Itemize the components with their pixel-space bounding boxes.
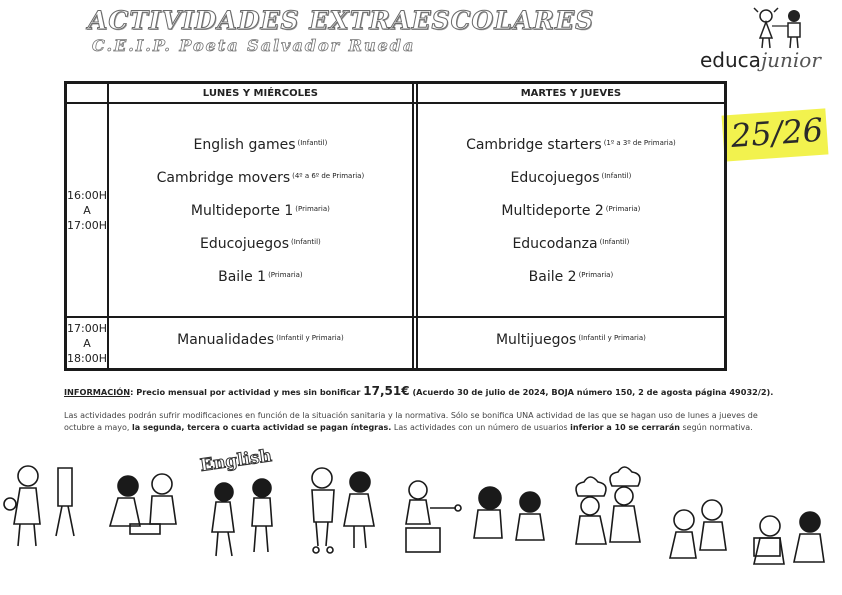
child-icon bbox=[118, 476, 138, 496]
activity-item: Multideporte 1 $^{(Primaria)}$ bbox=[190, 202, 330, 219]
activity-item: Educodanza $^{(Infantil)}$ bbox=[512, 235, 630, 252]
time-slot: 17:00H A 18:00H bbox=[66, 317, 108, 370]
english-sign: English bbox=[198, 446, 274, 476]
kids-activities-illustration bbox=[0, 446, 842, 595]
activity-item: Educojuegos $^{(Infantil)}$ bbox=[200, 235, 321, 252]
activity-item: Educojuegos $^{(Infantil)}$ bbox=[510, 169, 632, 186]
child-icon bbox=[409, 481, 427, 499]
page-title: ACTIVIDADES EXTRAESCOLARES bbox=[88, 6, 595, 35]
chef-hat-icon bbox=[576, 477, 606, 496]
child-icon bbox=[760, 516, 780, 536]
schedule-table bbox=[64, 81, 727, 371]
easel-icon bbox=[56, 468, 74, 536]
activity-item: Cambridge movers $^{(4º a 6º de Primaria)}$ bbox=[156, 169, 365, 186]
logo-text: educajunior bbox=[700, 48, 821, 72]
activities-mon-wed bbox=[108, 317, 413, 370]
activity-item: Baile 1 $^{(Primaria)}$ bbox=[218, 268, 303, 285]
column-header-mon-wed: LUNES Y MIÉRCOLES bbox=[108, 83, 413, 104]
activities-tue-thu bbox=[417, 317, 726, 370]
activity-item: Multideporte 2 $^{(Primaria)}$ bbox=[501, 202, 641, 219]
child-icon bbox=[479, 487, 501, 509]
price-info: INFORMACIÓN: Precio mensual por actividad y mes sin bonificar 17,51€ (Acuerdo 30 de julio de 2024, BOJA número 150, 2 de agosta página 49032/2). bbox=[64, 384, 774, 398]
activity-item: Multijuegos $^{(Infantil y Primaria)}$ bbox=[495, 332, 646, 348]
activity-item: English games $^{(Infantil)}$ bbox=[193, 136, 328, 153]
course-year: 25/26 bbox=[729, 110, 825, 156]
time-slot: 16:00H A 17:00H bbox=[66, 103, 108, 317]
time-header bbox=[66, 83, 108, 104]
table-row bbox=[66, 317, 726, 370]
table-row bbox=[66, 103, 726, 317]
table-header-row bbox=[66, 83, 726, 104]
drama-mask-icon bbox=[674, 510, 694, 530]
educajunior-logo bbox=[700, 6, 830, 70]
activities-tue-thu bbox=[417, 103, 726, 317]
child-painter-icon bbox=[18, 466, 38, 486]
skater-icon bbox=[312, 468, 332, 488]
activities-mon-wed bbox=[108, 103, 413, 317]
activity-item: Manualidades $^{(Infantil y Primaria)}$ bbox=[177, 332, 344, 348]
school-name: C.E.I.P. Poeta Salvador Rueda bbox=[92, 36, 416, 55]
conditions-note: Las actividades podrán sufrir modificaciones en función de la situación sanitaria y la normativa. Sólo se bonifica UNA actividad de las que se hagan uso de lunes a jueves de octubre a mayo, la segunda, tercera o cuarta actividad se pagan íntegras. Las actividades con un número de usuarios inferior a 10 se cerrarán según normativa. bbox=[64, 411, 758, 432]
column-header-tue-thu: MARTES Y JUEVES bbox=[417, 83, 726, 104]
course-highlight bbox=[722, 108, 829, 161]
child-icon bbox=[215, 483, 233, 501]
price-value: 17,51€ bbox=[363, 384, 410, 398]
kids-logo-icon bbox=[752, 6, 822, 50]
activity-item: Cambridge starters $^{(1º a 3º de Primaria)}$ bbox=[466, 136, 676, 153]
info-label: INFORMACIÓN bbox=[64, 387, 131, 397]
activity-item: Baile 2 $^{(Primaria)}$ bbox=[528, 268, 614, 285]
